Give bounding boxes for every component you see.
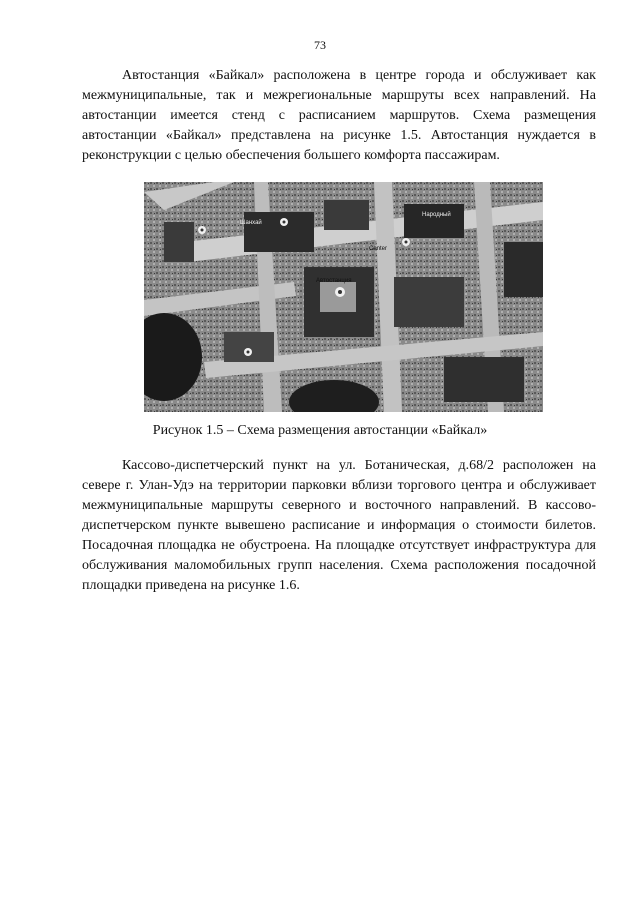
map-building (224, 332, 274, 362)
figure-caption: Рисунок 1.5 – Схема размещения автостанции «Байкал» (152, 423, 488, 438)
map-building (394, 277, 464, 327)
map-label: Народный (422, 212, 451, 218)
map-pin-icon (335, 287, 345, 297)
map-building (320, 282, 356, 312)
map-pin-icon (244, 348, 252, 356)
map-building (504, 242, 543, 297)
map-label: Center (369, 246, 388, 252)
figure-map (144, 182, 543, 412)
map-building (444, 357, 524, 402)
satellite-map-image (144, 182, 543, 412)
map-pin-icon (280, 218, 288, 226)
map-pin-icon (402, 238, 410, 246)
map-label: Шанхай (240, 220, 262, 226)
map-label: Автостанция (316, 278, 352, 284)
paragraph-avtostantsiya: Автостанция «Байкал» расположена в центре города и обслуживает как межмуниципальные, так и межрегиональные маршруты всех направлений. На автостанции имеется стенд с расписанием маршрутов. Схема размещения автостанции «Байкал» представлена на рисунке 1.5. Автостанция нуждается в реконструкции с целью обеспечения большего комфорта пассажирам. (82, 68, 596, 163)
map-pin-icon (198, 226, 206, 234)
page-number: 73 (314, 38, 326, 52)
map-building (164, 222, 194, 262)
map-building (404, 204, 464, 238)
map-building (324, 200, 369, 230)
paragraph-kassovo-dispetcherskiy: Кассово-диспетчерский пункт на ул. Ботаническая, д.68/2 расположен на севере г. Улан-Удэ на территории парковки вблизи торгового центра и обслуживает межмуниципальные маршруты северного и восточного направлений. В кассово-диспетчерском пункте вывешено расписание и информация о стоимости билетов. Посадочная площадка не обустроена. На площадке отсутствует инфраструктура для обслуживания маломобильных групп населения. Схема расположения посадочной площадки приведена на рисунке 1.6. (82, 458, 596, 593)
map-building (244, 212, 314, 252)
